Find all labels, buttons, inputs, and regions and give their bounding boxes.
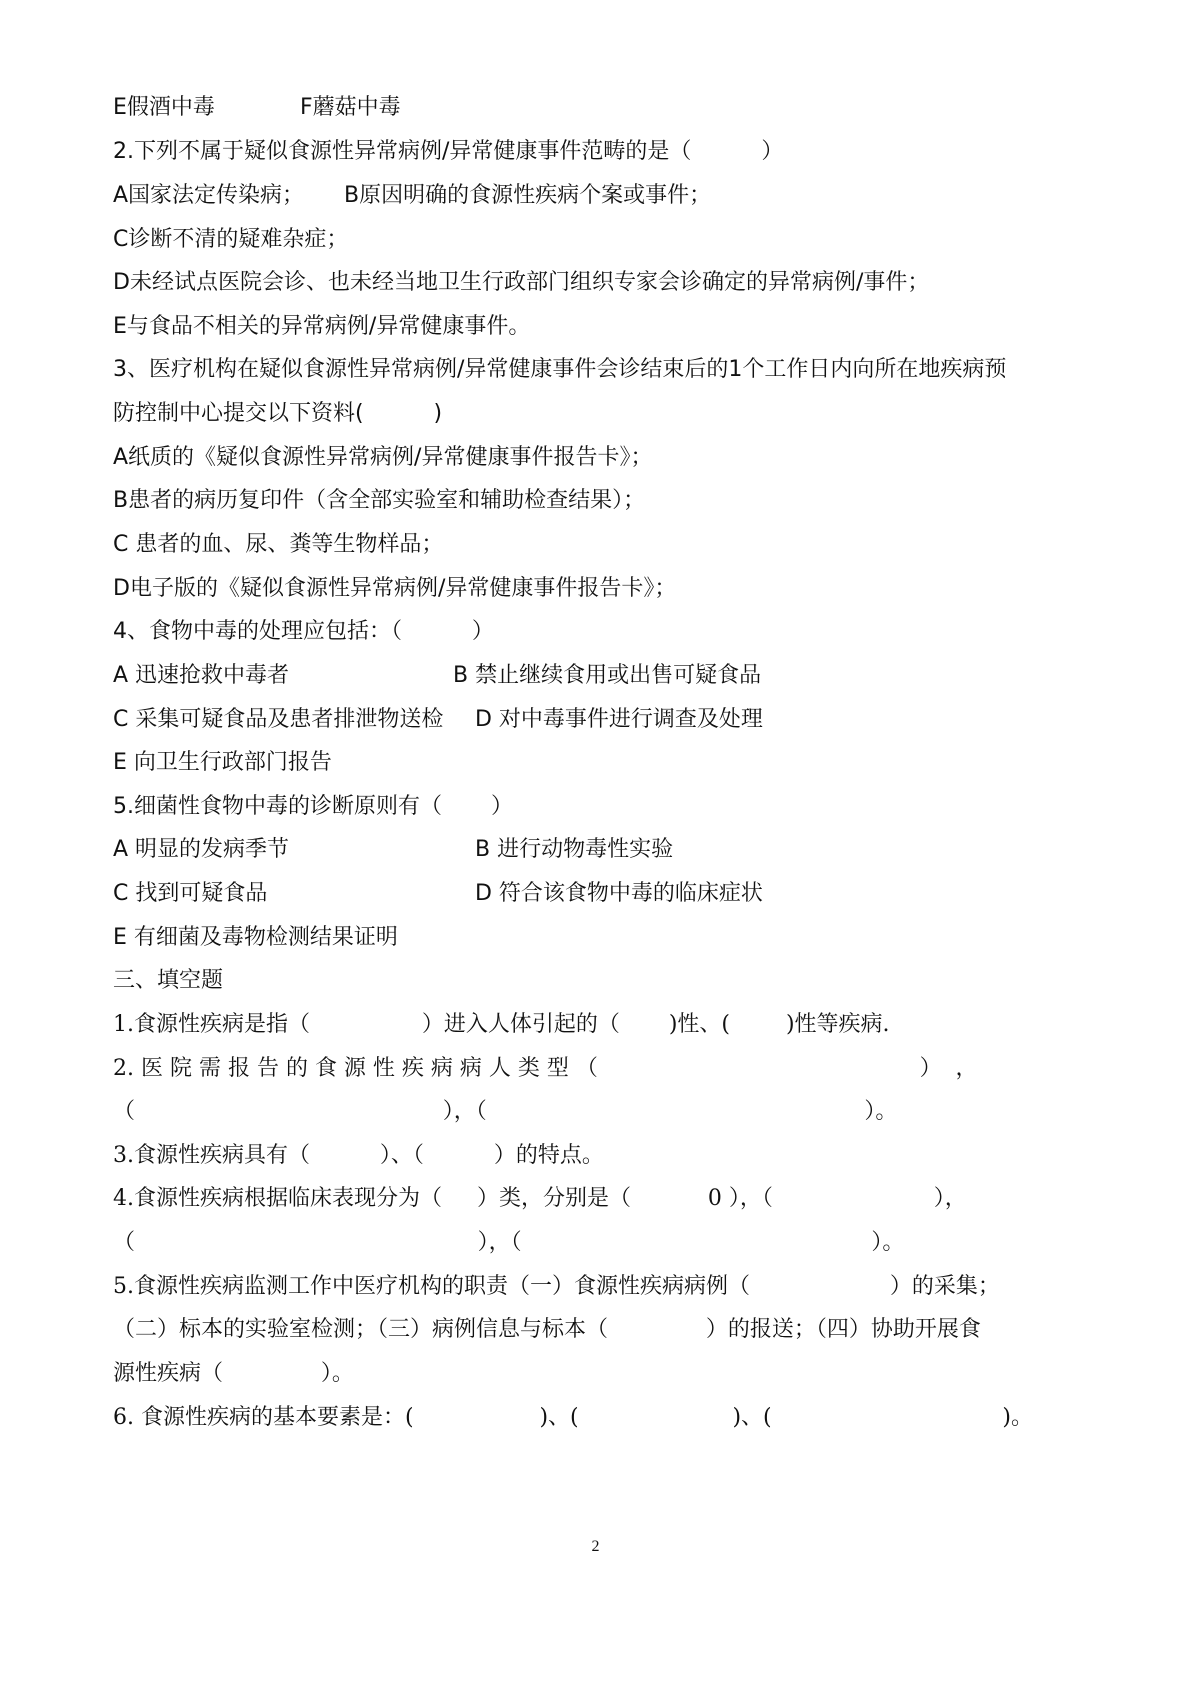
option-e: E 有细菌及毒物检测结果证明 [113, 925, 398, 950]
option-c: C 找到可疑食品 [113, 881, 268, 906]
option-a: A 迅速抢救中毒者 [113, 663, 290, 688]
option-d: D电子版的《疑似食源性异常病例/异常健康事件报告卡》； [113, 576, 677, 601]
question-5: 5.细菌性食物中毒的诊断原则有（ ） [113, 794, 513, 819]
fill-question-4-continued: （ ），（ ）。 [113, 1230, 905, 1255]
question-4: 4、食物中毒的处理应包括：（ ） [113, 619, 494, 644]
option-a: A纸质的《疑似食源性异常病例/异常健康事件报告卡》； [113, 445, 653, 470]
option-b: B 禁止继续食用或出售可疑食品 [453, 663, 762, 688]
fill-question-5-end: 源性疾病（ ）。 [113, 1361, 354, 1386]
option-c: C 患者的血、尿、粪等生物样品； [113, 532, 444, 557]
option-c: C诊断不清的疑难杂症； [113, 227, 349, 252]
fill-question-3: 3.食源性疾病具有（ ）、（ ）的特点。 [113, 1143, 604, 1168]
option-e: E与食品不相关的异常病例/异常健康事件。 [113, 314, 531, 339]
question-3: 3、医疗机构在疑似食源性异常病例/异常健康事件会诊结束后的1个工作日内向所在地疾病预 [113, 357, 1007, 382]
option-b: B 进行动物毒性实验 [475, 837, 674, 862]
option-a: A国家法定传染病； [113, 183, 305, 208]
page-number: 2 [591, 1538, 600, 1555]
question-2: 2.下列不属于疑似食源性异常病例/异常健康事件范畴的是（ ） [113, 139, 784, 164]
fill-question-6: 6. 食源性疾病的基本要素是：( )、( )、( )。 [113, 1405, 1033, 1430]
option-b: B原因明确的食源性疾病个案或事件； [344, 183, 712, 208]
fill-question-4: 4.食源性疾病根据临床表现分为（ ）类，分别是（ 0 ），（ ）， [113, 1186, 967, 1211]
option-a: A 明显的发病季节 [113, 837, 290, 862]
option-e: E假酒中毒 [113, 95, 215, 120]
fill-question-1: 1.食源性疾病是指（ ）进入人体引起的（ )性、( )性等疾病. [113, 1012, 890, 1037]
fill-question-2-continued: （ ），（ ）。 [113, 1099, 898, 1124]
option-c: C 采集可疑食品及患者排泄物送检 [113, 707, 444, 732]
option-d: D 符合该食物中毒的临床症状 [475, 881, 763, 906]
option-d: D未经试点医院会诊、也未经当地卫生行政部门组织专家会诊确定的异常病例/事件； [113, 270, 930, 295]
option-b: B患者的病历复印件（含全部实验室和辅助检查结果）； [113, 488, 646, 513]
section-heading: 三、填空题 [113, 968, 224, 993]
fill-question-5-continued: （二）标本的实验室检测；（三）病例信息与标本（ ）的报送；（四）协助开展食 [113, 1317, 981, 1342]
option-f: F蘑菇中毒 [300, 95, 401, 120]
fill-question-2: 2. 医 院 需 报 告 的 食 源 性 疾 病 病 人 类 型 （ ） ， [113, 1056, 978, 1081]
question-3-continued: 防控制中心提交以下资料( ) [113, 401, 443, 426]
option-d: D 对中毒事件进行调查及处理 [475, 707, 763, 732]
option-e: E 向卫生行政部门报告 [113, 750, 332, 775]
fill-question-5: 5.食源性疾病监测工作中医疗机构的职责（一）食源性疾病病例（ ）的采集； [113, 1274, 1000, 1299]
